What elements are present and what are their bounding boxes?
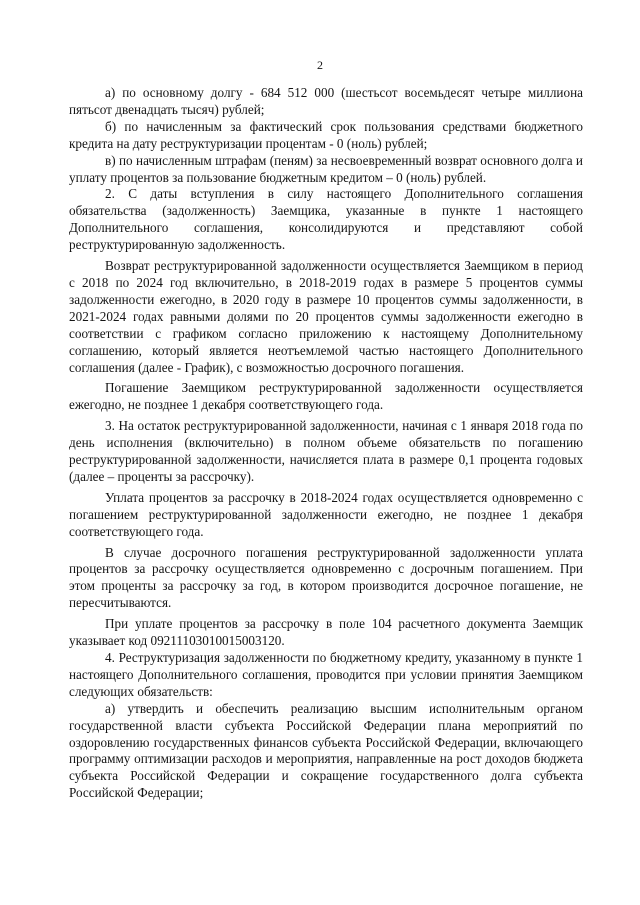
paragraph-4a-recovery-plan: а) утвердить и обеспечить реализацию высшим исполнительным органом государственной власти субъекта Российской Федерации плана мероприятий по оздоровлению государственных финансов субъекта Российской Федерации, включающего программу оптимизации расходов и мероприятия, направленные на рост доходов бюджета субъекта Российской Федерации и сокращение государственного долга субъекта Российской Федерации;: [69, 700, 583, 801]
paragraph-1a-principal-debt: а) по основному долгу - 684 512 000 (шестьсот восемьдесят четыре миллиона пятьсот двенадцать тысяч) рублей;: [69, 85, 583, 117]
paragraph-annual-repayment: Погашение Заемщиком реструктурированной задолженности осуществляется ежегодно, не позднее 1 декабря соответствующего года.: [69, 380, 583, 413]
document-body: [69, 85, 583, 802]
paragraph-installment-interest-payment: Уплата процентов за рассрочку в 2018-2024 годах осуществляется одновременно с погашением реструктурированной задолженности ежегодно, не позднее 1 декабря соответствующего года.: [69, 489, 583, 539]
paragraph-2-consolidation: 2. С даты вступления в силу настоящего Дополнительного соглашения обязательства (задолженность) Заемщика, указанные в пункте 1 настоящего Дополнительного соглашения, консолидируются и представляют собой реструктурированную задолженность.: [69, 186, 583, 253]
paragraph-early-repayment: В случае досрочного погашения реструктурированной задолженности уплата процентов за рассрочку осуществляется одновременно с досрочным погашением. При этом проценты за рассрочку за год, в котором производится досрочное погашение, не пересчитываются.: [69, 544, 583, 611]
paragraph-3-installment-fee: 3. На остаток реструктурированной задолженности, начиная с 1 января 2018 года по день исполнения (включительно) в полном объеме обязательств по погашению реструктурированной задолженности, начисляется плата в размере 0,1 процента годовых (далее – проценты за рассрочку).: [69, 418, 583, 484]
paragraph-4-restructuring-conditions: 4. Реструктуризация задолженности по бюджетному кредиту, указанному в пункте 1 настоящего Дополнительного соглашения, проводится при условии принятия Заемщиком следующих обязательств:: [69, 650, 583, 699]
page-number: 2: [317, 58, 323, 72]
paragraph-payment-code: При уплате процентов за рассрочку в поле 104 расчетного документа Заемщик указывает код 09211103010015003120.: [69, 616, 583, 649]
paragraph-repayment-schedule: Возврат реструктурированной задолженности осуществляется Заемщиком в период с 2018 по 2024 год включительно, в 2018-2019 годах в размере 5 процентов суммы задолженности ежегодно, в 2020 году в размере 10 процентов суммы задолженности, в 2021-2024 годах равными долями по 20 процентов суммы задолженности ежегодно в соответствии с графиком согласно приложению к настоящему Дополнительному соглашению, который является неотъемлемой частью настоящего Дополнительного соглашения (далее - График), с возможностью досрочного погашения.: [69, 258, 583, 375]
paragraph-1b-interest: б) по начисленным за фактический срок пользования средствами бюджетного кредита на дату реструктуризации процентам - 0 (ноль) рублей;: [69, 118, 583, 151]
paragraph-1c-penalties: в) по начисленным штрафам (пеням) за несвоевременный возврат основного долга и уплату процентов за пользование бюджетным кредитом – 0 (ноль) рублей.: [69, 152, 583, 185]
